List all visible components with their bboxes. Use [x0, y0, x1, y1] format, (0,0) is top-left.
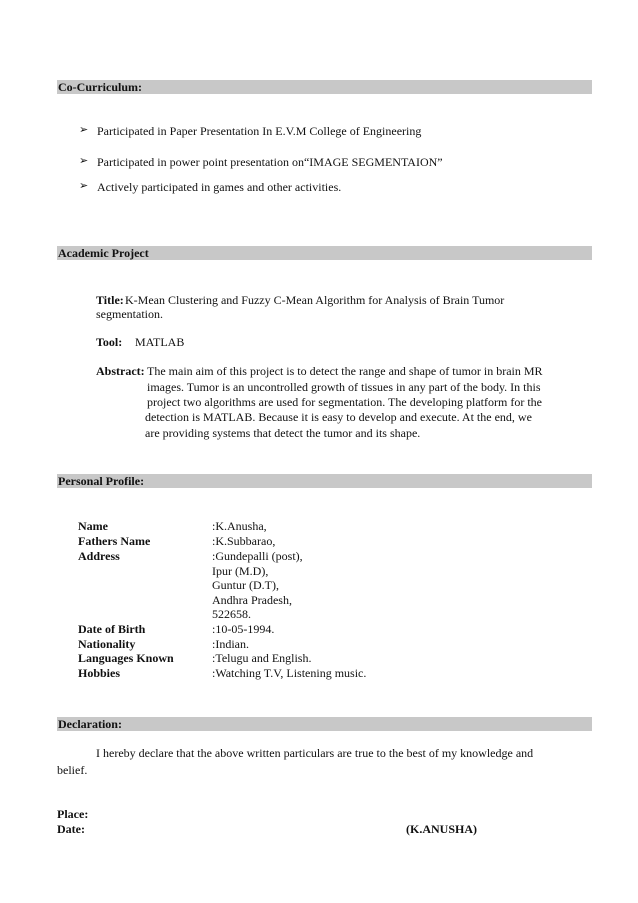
date-label: Date:	[57, 822, 85, 836]
co-curriculum-item: Participated in Paper Presentation In E.V.M College of Engineering	[97, 124, 422, 138]
arrow-bullet-icon: ➢	[79, 180, 89, 192]
abstract-line: project two algorithms are used for segmentation. The developing platform for the	[147, 395, 542, 409]
address-line: 522658.	[212, 607, 251, 621]
nationality-label: Nationality	[78, 637, 136, 651]
place-label: Place:	[57, 807, 89, 821]
arrow-bullet-icon: ➢	[79, 155, 89, 167]
languages-value: :Telugu and English.	[212, 651, 312, 665]
co-curriculum-item: Actively participated in games and other activities.	[97, 180, 342, 194]
signature-name: (K.ANUSHA)	[406, 822, 477, 836]
hobbies-label: Hobbies	[78, 666, 121, 680]
fathers-name-label: Fathers Name	[78, 534, 151, 548]
title-text: K-Mean Clustering and Fuzzy C-Mean Algorithm for Analysis of Brain Tumor	[125, 293, 505, 307]
declaration-text: I hereby declare that the above written particulars are true to the best of my knowledge and	[96, 746, 534, 760]
title-label: Title:	[96, 293, 124, 307]
abstract-line: images. Tumor is an uncontrolled growth of tissues in any part of the body. In this	[147, 380, 541, 394]
hobbies-value: :Watching T.V, Listening music.	[212, 666, 367, 680]
title-text-cont: segmentation.	[96, 307, 163, 321]
co-curriculum-heading: Co-Curriculum:	[57, 80, 592, 94]
dob-label: Date of Birth	[78, 622, 146, 636]
arrow-bullet-icon: ➢	[79, 124, 89, 136]
dob-value: :10-05-1994.	[212, 622, 275, 636]
academic-project-heading: Academic Project	[57, 246, 592, 260]
declaration-text-cont: belief.	[57, 763, 88, 777]
declaration-heading: Declaration:	[57, 717, 592, 731]
languages-label: Languages Known	[78, 651, 174, 665]
fathers-name-value: :K.Subbarao,	[212, 534, 276, 548]
name-value: :K.Anusha,	[212, 519, 267, 533]
address-label: Address	[78, 549, 120, 563]
address-line: Andhra Pradesh,	[212, 593, 292, 607]
tool-value: MATLAB	[135, 335, 185, 349]
abstract-line: The main aim of this project is to detect the range and shape of tumor in brain MR	[147, 364, 543, 378]
co-curriculum-item: Participated in power point presentation on“IMAGE SEGMENTAION”	[97, 155, 443, 169]
address-line: :Gundepalli (post),	[212, 549, 303, 563]
nationality-value: :Indian.	[212, 637, 249, 651]
abstract-label: Abstract:	[96, 364, 145, 378]
personal-profile-heading: Personal Profile:	[57, 474, 592, 488]
abstract-line: are providing systems that detect the tumor and its shape.	[145, 426, 421, 440]
tool-label: Tool:	[96, 335, 123, 349]
address-line: Guntur (D.T),	[212, 578, 279, 592]
name-label: Name	[78, 519, 108, 533]
abstract-line: detection is MATLAB. Because it is easy to develop and execute. At the end, we	[145, 410, 532, 424]
address-line: Ipur (M.D),	[212, 564, 269, 578]
